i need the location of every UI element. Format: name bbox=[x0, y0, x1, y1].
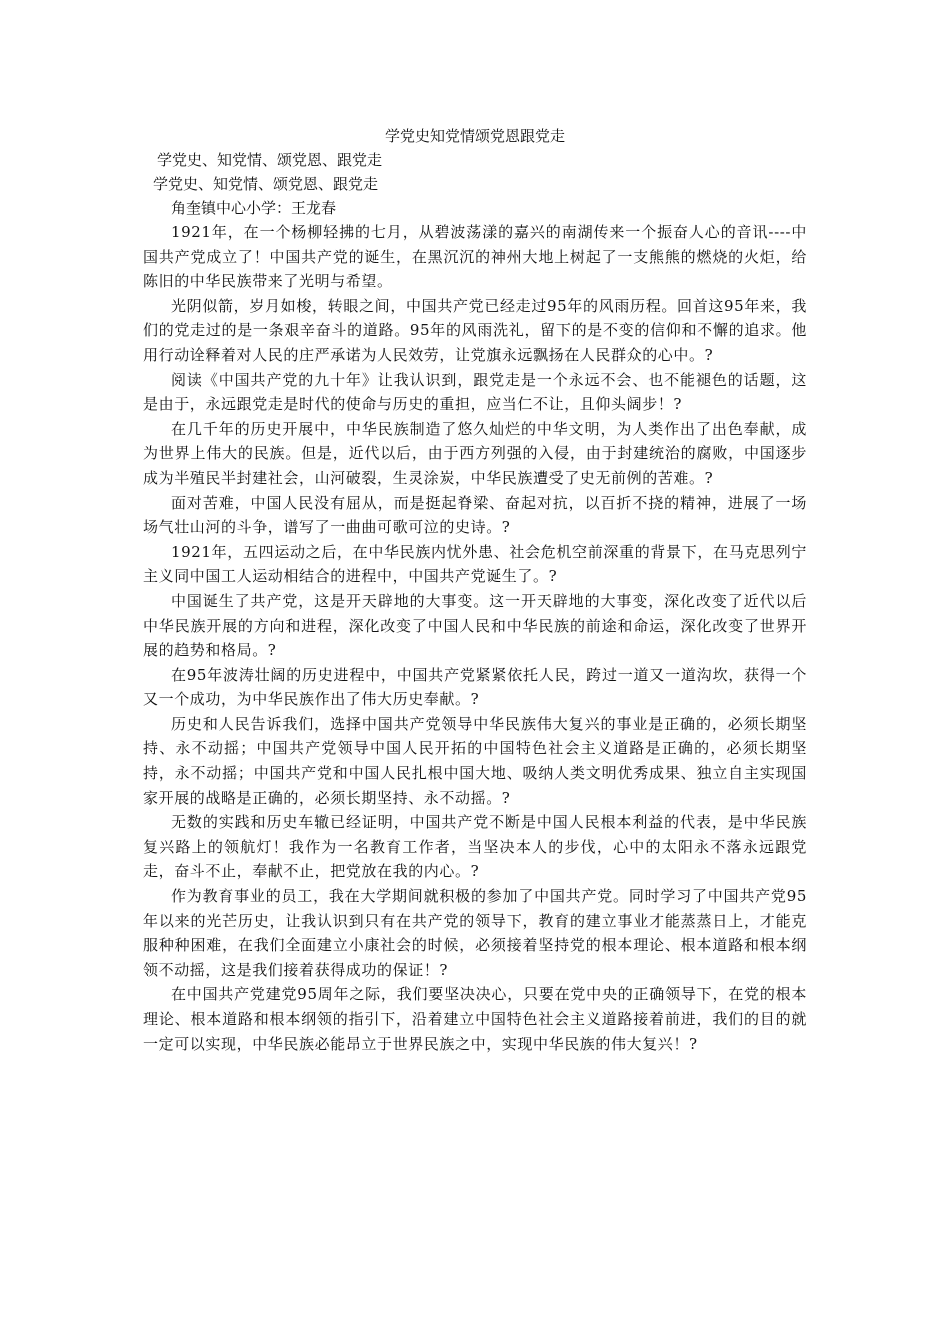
document-body bbox=[143, 124, 807, 1056]
paragraph: 在几千年的历史开展中，中华民族制造了悠久灿烂的中华文明，为人类作出了出色奉献，成为世界上伟大的民族。但是，近代以后，由于西方列强的入侵，由于封建统治的腐败，中国逐步成为半殖民半封建社会，山河破裂，生灵涂炭，中华民族遭受了史无前例的苦难。? bbox=[143, 419, 807, 487]
paragraph: 1921年，五四运动之后，在中华民族内忧外患、社会危机空前深重的背景下，在马克思列宁主义同中国工人运动相结合的进程中，中国共产党诞生了。? bbox=[143, 542, 807, 586]
paragraph: 在95年波涛壮阔的历史进程中，中国共产党紧紧依托人民，跨过一道又一道沟坎，获得一个又一个成功，为中华民族作出了伟大历史奉献。? bbox=[143, 665, 807, 709]
paragraph: 1921年，在一个杨柳轻拂的七月，从碧波荡漾的嘉兴的南湖传来一个振奋人心的音讯----中国共产党成立了！中国共产党的诞生，在黑沉沉的神州大地上树起了一支熊熊的燃烧的火炬，给陈旧的中华民族带来了光明与希望。 bbox=[143, 223, 807, 291]
paragraph: 历史和人民告诉我们，选择中国共产党领导中华民族伟大复兴的事业是正确的，必须长期坚持、永不动摇；中国共产党领导中国人民开拓的中国特色社会主义道路是正确的，必须长期坚持，永不动摇；中国共产党和中国人民扎根中国大地、吸纳人类文明优秀成果、独立自主实现国家开展的战略是正确的，必须长期坚持、永不动摇。? bbox=[143, 714, 807, 807]
document-title: 学党史知党情颂党恩跟党走 bbox=[384, 127, 565, 145]
subtitle-line: 学党史、知党情、颂党恩、跟党走 bbox=[153, 175, 379, 193]
paragraph: 作为教育事业的员工，我在大学期间就积极的参加了中国共产党。同时学习了中国共产党95年以来的光芒历史，让我认识到只有在共产党的领导下，教育的建立事业才能蒸蒸日上，才能克服种种困难，在我们全面建立小康社会的时候，必须接着坚持党的根本理论、根本道路和根本纲领不动摇，这是我们接着获得成功的保证！? bbox=[143, 887, 807, 979]
subtitle-line: 学党史、知党情、颂党恩、跟党走 bbox=[157, 151, 383, 169]
paragraph: 面对苦难，中国人民没有屈从，而是挺起脊梁、奋起对抗，以百折不挠的精神，进展了一场场气壮山河的斗争，谱写了一曲曲可歌可泣的史诗。? bbox=[143, 493, 807, 537]
paragraph: 光阴似箭，岁月如梭，转眼之间，中国共产党已经走过95年的风雨历程。回首这95年来，我们的党走过的是一条艰辛奋斗的道路。95年的风雨洗礼，留下的是不变的信仰和不懈的追求。他用行动诠释着对人民的庄严承诺为人民效劳，让党旗永远飘扬在人民群众的心中。? bbox=[143, 296, 807, 364]
paragraph: 无数的实践和历史车辙已经证明，中国共产党不断是中国人民根本利益的代表，是中华民族复兴路上的领航灯！我作为一名教育工作者，当坚决本人的步伐，心中的太阳永不落永远跟党走，奋斗不止，奉献不止，把党放在我的内心。? bbox=[143, 813, 807, 881]
paragraph: 中国诞生了共产党，这是开天辟地的大事变。这一开天辟地的大事变，深化改变了近代以后中华民族开展的方向和进程，深化改变了中国人民和中华民族的前途和命运，深化改变了世界开展的趋势和格局。? bbox=[143, 591, 807, 660]
author-line: 角奎镇中心小学：王龙春 bbox=[171, 199, 337, 217]
paragraph: 阅读《中国共产党的九十年》让我认识到，跟党走是一个永远不会、也不能褪色的话题，这是由于，永远跟党走是时代的使命与历史的重担，应当仁不让，且仰头阔步！? bbox=[143, 370, 807, 414]
paragraph: 在中国共产党建党95周年之际，我们要坚决决心，只要在党中央的正确领导下，在党的根本理论、根本道路和根本纲领的指引下，沿着建立中国特色社会主义道路接着前进，我们的目的就一定可以实现，中华民族必能昂立于世界民族之中，实现中华民族的伟大复兴！? bbox=[143, 985, 807, 1053]
